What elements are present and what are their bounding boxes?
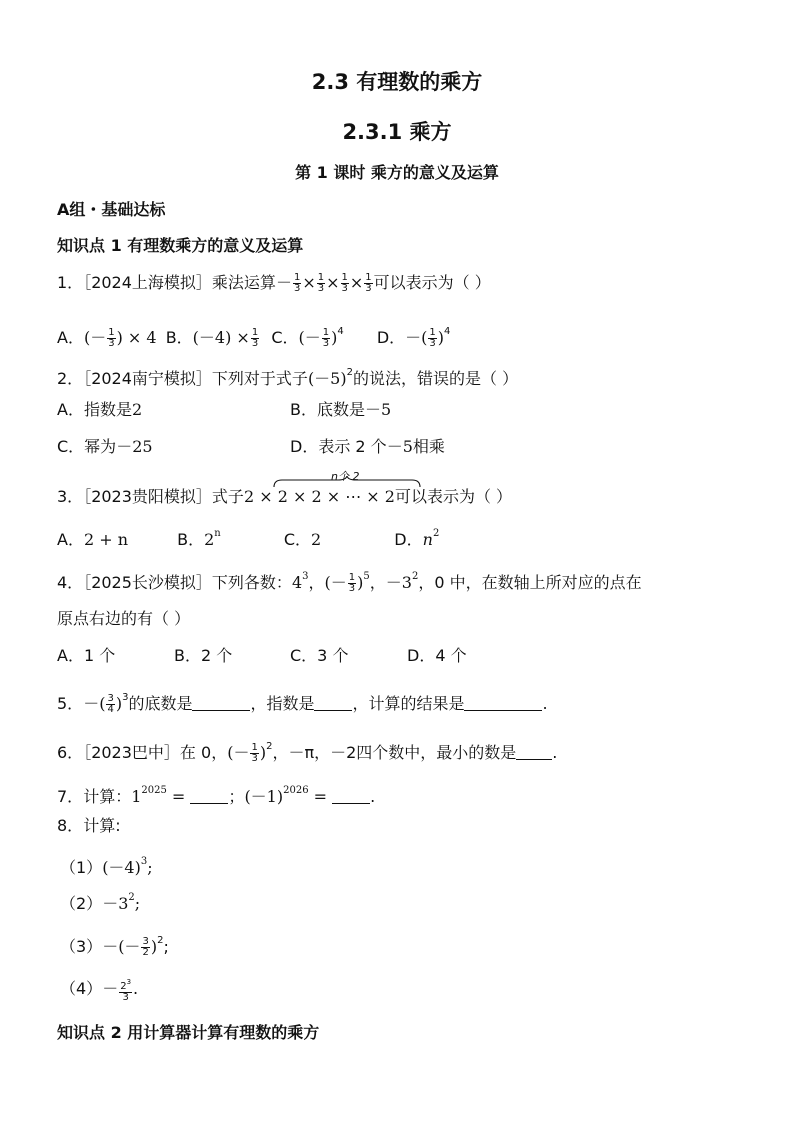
q2-option-b[interactable]: B．底数是－5 xyxy=(290,400,392,419)
q4-option-b[interactable]: B．2 个 xyxy=(174,646,233,665)
q3-option-a[interactable]: A．2 + n xyxy=(57,530,129,549)
knowledge-point-2-heading: 知识点 2 用计算器计算有理数的乘方 xyxy=(57,1023,320,1042)
section-title: 2.3.1 乘方 xyxy=(342,120,452,144)
q7-blank-1[interactable] xyxy=(190,789,228,804)
q4-option-a[interactable]: A．1 个 xyxy=(57,646,116,665)
question-1: 1．［2024上海模拟］乘法运算－ $\frac{1}{3}$ × $\frac{1}{3}$ × $\frac{1}{3}$ × $\frac{1}{3}$ 可以表示为（ ） xyxy=(57,272,491,294)
page-title: 2.3 有理数的乘方 xyxy=(311,70,483,94)
question-3: 3．［2023贵阳模拟］式子2 × 2 × 2 × ⋯ × 2可以表示为（ ） xyxy=(57,487,513,506)
q5-blank-base[interactable] xyxy=(192,696,250,711)
question-4-line-2: 原点右边的有（ ） xyxy=(57,609,191,628)
question-7: 7．计算：$1^{2025}$ = ；$(-1)^{2026}$ = . xyxy=(57,785,376,806)
question-2: 2．［2024南宁模拟］下列对于式子$(-5)^2$的说法，错误的是（ ） xyxy=(57,367,519,388)
q5-blank-exponent[interactable] xyxy=(314,696,352,711)
group-heading: A组・基础达标 xyxy=(57,200,166,219)
q8-part-1: $(1)(-4)^3$; xyxy=(60,856,153,877)
q8-part-4: （4）－ $\frac{2^3}{3}$ . xyxy=(60,977,139,1003)
q3-option-c[interactable]: C．2 xyxy=(283,530,322,549)
q4-option-c[interactable]: C．3 个 xyxy=(290,646,349,665)
knowledge-point-1-heading: 知识点 1 有理数乘方的意义及运算 xyxy=(57,236,304,255)
q7-blank-2[interactable] xyxy=(332,789,370,804)
q6-blank[interactable] xyxy=(516,745,552,760)
q3-option-b[interactable]: B．2$^n$ xyxy=(177,528,221,549)
q5-blank-result[interactable] xyxy=(464,696,542,711)
q1-option-d[interactable]: D．－( $\frac{1}{3}$ )$^4$ xyxy=(376,326,451,349)
q2-option-a[interactable]: A．指数是2 xyxy=(57,400,143,419)
q8-part-2: $(2)-3^2$; xyxy=(60,892,141,913)
question-4: 4．［2025长沙模拟］下列各数：$4^3$，(－ $\frac{1}{3}$ )$^5$，$-3^2$，0 中，在数轴上所对应的点在 xyxy=(57,571,642,594)
question-6: 6．［2023巴中］在 0，(－ $\frac{1}{3}$ )$^2$，－π，－2四个数中，最小的数是 . xyxy=(57,741,558,764)
q1-option-c[interactable]: C．(－ $\frac{1}{3}$ )$^4$ xyxy=(271,326,344,349)
q3-option-d[interactable]: D．$n^2$ xyxy=(394,528,440,549)
q4-option-d[interactable]: D．4 个 xyxy=(407,646,467,665)
question-1-options xyxy=(57,319,450,351)
q2-option-c[interactable]: C．幂为－25 xyxy=(57,437,153,456)
question-3-options xyxy=(57,521,439,553)
q1-option-a[interactable]: A．(－ $\frac{1}{3}$ ) × 4 xyxy=(57,327,157,349)
q2-option-d[interactable]: D．表示 2 个－5相乘 xyxy=(290,437,445,456)
q3-brace-label: n个 2 xyxy=(331,470,360,483)
question-8: 8．计算: xyxy=(57,816,121,835)
question-5: 5．－( $\frac{3}{4}$ )$^3$的底数是 ，指数是 ，计算的结果是 . xyxy=(57,692,548,715)
q1-option-b[interactable]: B．(－4) × $\frac{1}{3}$ xyxy=(165,327,259,349)
lesson-title: 第 1 课时 乘方的意义及运算 xyxy=(295,163,499,182)
q8-part-3: （3）－(－ $\frac{3}{2}$ )$^2$; xyxy=(60,935,169,958)
